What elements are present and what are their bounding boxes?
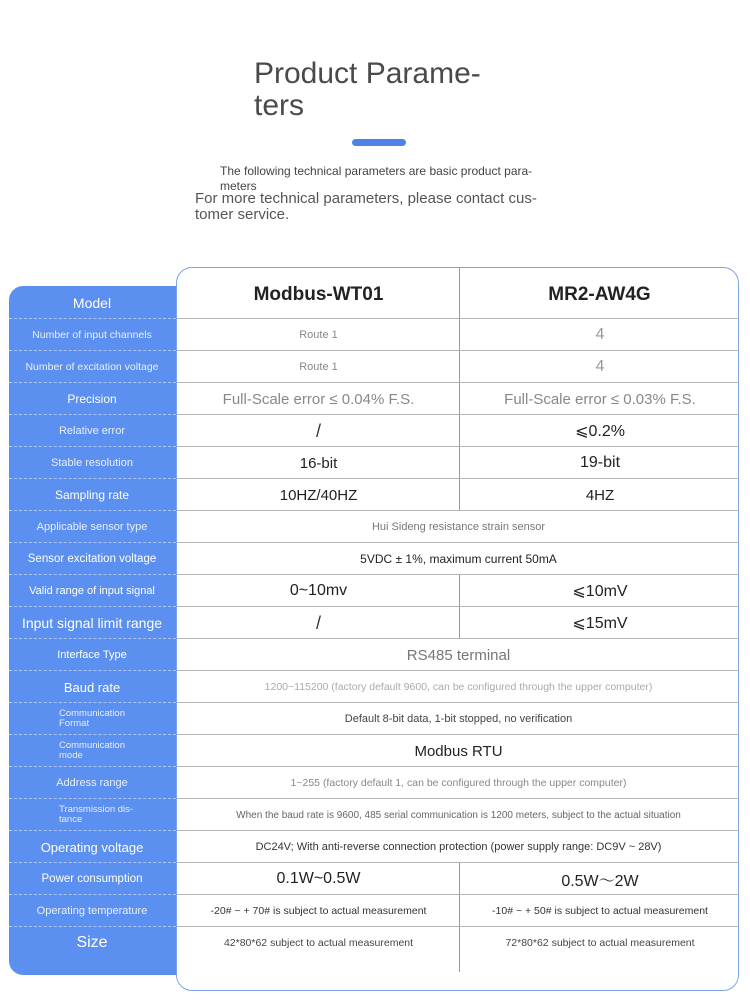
parameter-label: Interface Type: [57, 649, 127, 661]
parameter-value-model-1: Full-Scale error ≤ 0.04% F.S.: [222, 390, 415, 408]
parameter-label: Operating voltage: [40, 839, 144, 855]
column-divider: [459, 383, 460, 415]
parameter-label: Operating temperature: [36, 905, 148, 917]
column-divider: [459, 319, 460, 351]
parameter-value-shared: RS485 terminal: [406, 646, 511, 664]
column-divider: [459, 415, 460, 447]
parameter-label: Sensor excitation voltage: [27, 553, 157, 565]
column-divider: [459, 927, 460, 972]
parameter-label: Sampling rate: [54, 488, 130, 502]
parameter-label: Precision: [67, 392, 117, 406]
parameter-label: Size: [76, 934, 108, 951]
parameter-value-shared: 5VDC ± 1%, maximum current 50mA: [360, 552, 557, 566]
parameter-value-model-2: -10# ~ + 50# is subject to actual measurement: [492, 905, 708, 917]
parameter-value-shared: When the baud rate is 9600, 485 serial communication is 1200 meters, subject to the actual situation: [236, 809, 681, 821]
column-divider: [459, 575, 460, 607]
intro-text: The following technical parameters are basic product para- meters: [220, 164, 533, 193]
page-title: Product Parame- ters: [254, 57, 481, 122]
parameter-value-model-1: 10HZ/40HZ: [279, 486, 358, 504]
parameter-label: Number of excitation voltage: [25, 361, 159, 373]
parameter-value-model-2: ⩽10mV: [572, 583, 628, 600]
parameter-label: Power consumption: [41, 873, 143, 885]
parameter-label: Valid range of input signal: [29, 585, 155, 597]
parameter-value-shared: Default 8-bit data, 1-bit stopped, no verification: [344, 713, 573, 725]
parameter-label: Communication Format: [59, 708, 125, 729]
parameter-value-model-2: 4HZ: [585, 486, 615, 504]
parameter-value-model-1: 16-bit: [299, 454, 338, 472]
parameter-label: Relative error: [58, 425, 126, 437]
parameter-label: Applicable sensor type: [36, 521, 148, 533]
parameter-value-model-2: 4: [595, 358, 605, 375]
parameter-label: Number of input channels: [32, 329, 152, 341]
parameter-value-model-1: Route 1: [299, 361, 338, 373]
column-divider: [459, 351, 460, 383]
parameter-value-shared: DC24V; With anti-reverse connection protection (power supply range: DC9V ~ 28V): [255, 841, 662, 853]
model-header-label: Model: [72, 294, 112, 311]
parameter-value-model-1: /: [315, 612, 321, 633]
parameter-label: Transmission dis- tance: [59, 804, 134, 825]
parameter-value-shared: Hui Sideng resistance strain sensor: [371, 521, 546, 533]
parameter-value-model-2: Full-Scale error ≤ 0.03% F.S.: [504, 390, 696, 408]
parameter-value-shared: 1200~115200 (factory default 9600, can be configured through the upper computer): [264, 681, 653, 693]
parameter-value-shared: Modbus RTU: [414, 742, 503, 760]
model-name-2: MR2-AW4G: [548, 283, 651, 305]
parameter-value-model-2: 19-bit: [579, 454, 621, 471]
column-divider: [459, 479, 460, 511]
parameter-value-model-2: 4: [595, 326, 605, 343]
parameter-value-model-2: ⩽0.2%: [575, 423, 625, 440]
column-divider: [459, 268, 460, 319]
column-divider: [459, 863, 460, 895]
parameter-label: Input signal limit range: [21, 615, 163, 631]
parameter-value-model-1: 0~10mv: [289, 582, 348, 599]
contact-text: For more technical parameters, please contact cus- tomer service.: [195, 190, 537, 223]
parameter-value-model-2: ⩽15mV: [572, 615, 628, 632]
parameter-value-shared: 1~255 (factory default 1, can be configured through the upper computer): [290, 777, 627, 789]
parameter-value-model-2: 72*80*62 subject to actual measurement: [505, 937, 695, 949]
parameter-value-model-1: -20# ~ + 70# is subject to actual measurement: [210, 905, 427, 917]
parameter-label: Communication mode: [59, 740, 125, 761]
parameter-value-model-1: 0.1W~0.5W: [276, 870, 361, 887]
model-name-1: Modbus-WT01: [253, 283, 384, 305]
title-underline: [352, 139, 406, 146]
parameter-value-model-1: 42*80*62 subject to actual measurement: [223, 937, 414, 949]
parameter-value-model-1: Route 1: [299, 329, 338, 341]
parameter-label: Baud rate: [63, 679, 121, 695]
parameter-label: Stable resolution: [51, 457, 133, 469]
column-divider: [459, 895, 460, 927]
parameter-value-model-2: 0.5W～2W: [561, 872, 639, 890]
column-divider: [459, 447, 460, 479]
parameter-value-model-1: /: [315, 420, 321, 441]
parameter-label: Address range: [56, 777, 128, 789]
column-divider: [459, 607, 460, 639]
